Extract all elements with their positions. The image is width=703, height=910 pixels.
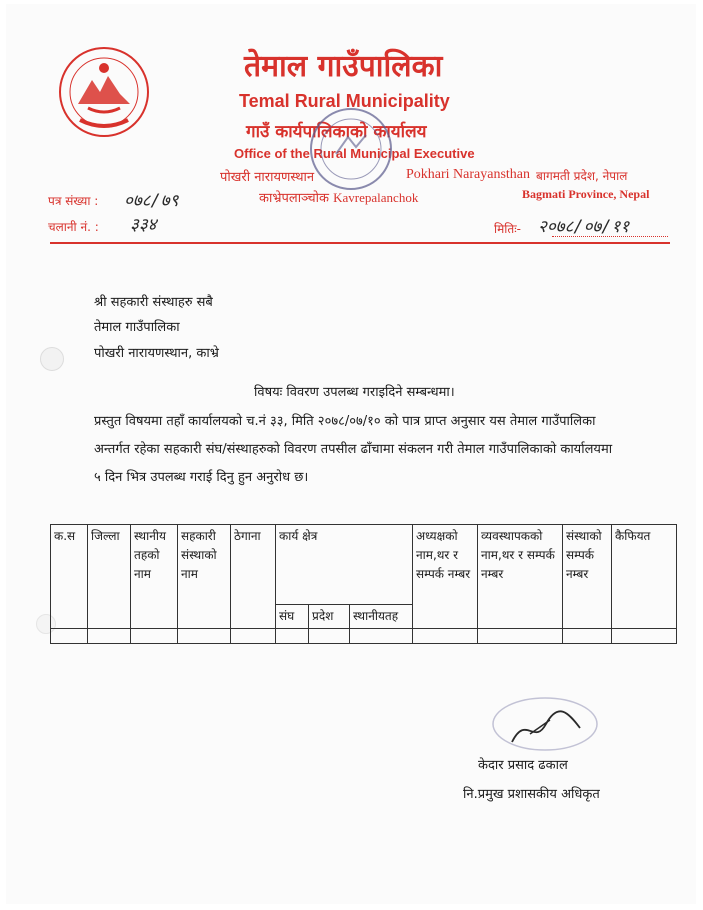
chalani-label: चलानी नं. : [48,220,99,234]
office-name-english: Office of the Rural Municipal Executive [234,146,475,161]
cooperative-details-table [50,524,677,644]
table-subheader-cell: प्रदेश [309,605,350,629]
table-header-cell: संस्थाको सम्पर्क नम्बर [563,525,612,629]
office-name-nepali: गाउँ कार्यपालिकाको कार्यालय [246,122,427,142]
chalani-value: ३३४ [130,215,157,235]
table-header-cell: व्यवस्थापकको नाम,थर र सम्पर्क नम्बर [478,525,563,629]
body-line: प्रस्तुत विषयमा तहाँ कार्यालयको च.नं ३३, मिति २०७८/०७/१० को पात्र प्राप्त अनुसार यस तेमाल गाउँपालिका [94,414,596,429]
province-english: Bagmati Province, Nepal [522,187,650,201]
recipient-line-3: पोखरी नारायणस्थान, काभ्रे [94,346,219,361]
body-paragraph [94,408,694,492]
subject-line: विषयः विवरण उपलब्ध गराइदिने सम्बन्धमा। [254,385,455,400]
municipality-title-nepali: तेमाल गाउँपालिका [244,49,443,84]
letter-page [6,4,696,904]
address-english: Pokhari Narayansthan [406,167,531,182]
signatory-name: केदार प्रसाद ढकाल [478,758,568,773]
table-header-cell: स्थानीय तहको नाम [131,525,178,629]
official-seal-stamp [306,99,396,199]
table-row [51,629,677,644]
recipient-line-2: तेमाल गाउँपालिका [94,320,180,335]
body-line: अन्तर्गत रहेका सहकारी संघ/संस्थाहरुको विवरण तपसील ढाँचामा संकलन गरी तेमाल गाउँपालिकाको कार्यालयमा [94,442,613,457]
table-header-cell: क.स [51,525,88,629]
table-header-cell: कैफियत [612,525,677,629]
table-subheader-cell: स्थानीयतह [350,605,413,629]
district-nepali: काभ्रेपलाञ्चोक [259,191,329,206]
table-header-cell: सहकारी संस्थाको नाम [178,525,231,629]
signature-stamp [490,694,600,754]
body-line: ५ दिन भित्र उपलब्ध गराई दिनु हुन अनुरोध छ। [94,470,309,485]
address-nepali: पोखरी नारायणस्थान [220,170,315,185]
date-label: मितिः- [494,222,521,236]
date-value: २०७८/०७/११ [538,217,630,237]
nepal-emblem-logo [58,46,150,138]
date-underline [552,236,668,237]
recipient-line-1: श्री सहकारी संस्थाहरु सबै [94,295,213,310]
patra-sankhya-label: पत्र संख्या : [48,194,99,208]
table-header-cell: कार्य क्षेत्र [276,525,413,605]
table-header-cell: अध्यक्षको नाम,थर र सम्पर्क नम्बर [413,525,478,629]
table-header-cell: जिल्ला [88,525,131,629]
district-english: Kavrepalanchok [333,190,419,205]
municipality-title-english: Temal Rural Municipality [239,91,450,111]
province-nepali: बागमती प्रदेश, नेपाल [536,169,628,183]
header-divider [50,242,670,244]
signatory-designation: नि.प्रमुख प्रशासकीय अधिकृत [463,787,600,802]
table-subheader-cell: संघ [276,605,309,629]
table-header-cell: ठेगाना [231,525,276,629]
punch-hole [40,347,64,371]
patra-sankhya-value: ०७८/७९ [124,191,179,211]
